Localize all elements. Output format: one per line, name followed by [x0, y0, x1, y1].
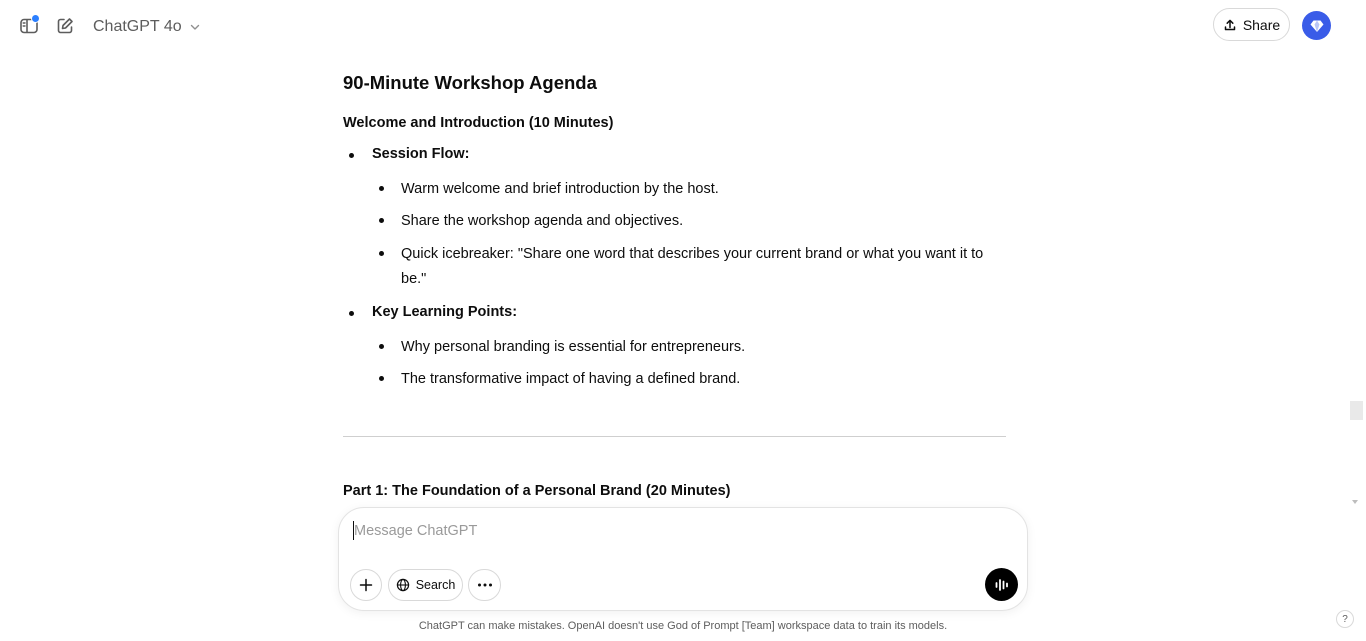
help-button[interactable]: ?: [1336, 610, 1354, 628]
divider: [343, 436, 1006, 437]
scrollbar-thumb[interactable]: [1350, 401, 1363, 420]
list-item: [401, 209, 1001, 234]
list-item: [372, 304, 517, 320]
bullet-dot: [379, 344, 384, 349]
bullet-dot: [349, 311, 354, 316]
bullet-dot: [379, 218, 384, 223]
list-item: [372, 146, 470, 162]
section-heading: Part 1: The Foundation of a Personal Brand (20 Minutes): [343, 483, 731, 499]
bullet-dot: [379, 376, 384, 381]
plus-icon: [359, 578, 373, 592]
avatar[interactable]: [1302, 11, 1331, 40]
waveform-icon: [993, 576, 1011, 594]
diamond-icon: [1309, 18, 1325, 34]
list-item-label: Session Flow:: [372, 146, 470, 162]
message-input[interactable]: [354, 520, 954, 542]
voice-mode-button[interactable]: [985, 568, 1018, 601]
bullet-dot: [349, 153, 354, 158]
list-item: [401, 335, 1001, 360]
search-label: Search: [415, 578, 456, 592]
search-button[interactable]: [388, 569, 463, 601]
list-item-text: Share the workshop agenda and objectives.: [401, 213, 684, 229]
chevron-down-icon: [189, 21, 201, 33]
message-composer: [338, 507, 1028, 611]
globe-icon: [396, 578, 410, 592]
list-item: [401, 367, 1001, 392]
list-item: [401, 242, 991, 292]
list-item-label: Key Learning Points:: [372, 304, 518, 320]
new-chat-button[interactable]: [53, 14, 77, 38]
model-selector[interactable]: [93, 15, 201, 39]
attach-button[interactable]: [350, 569, 382, 601]
sidebar-toggle-button[interactable]: [17, 14, 41, 38]
notification-dot: [31, 14, 40, 23]
list-item: [401, 177, 1001, 202]
list-item-text: Why personal branding is essential for entrepreneurs.: [401, 339, 746, 355]
disclaimer-text: ChatGPT can make mistakes. OpenAI doesn't use God of Prompt [Team] workspace data to train its models.: [418, 620, 948, 632]
ellipsis-icon: [477, 583, 493, 587]
share-button[interactable]: [1213, 8, 1290, 41]
sidebar-icon: [19, 16, 39, 36]
list-item-text: The transformative impact of having a defined brand.: [401, 371, 741, 387]
list-item-text: Quick icebreaker: "Share one word that describes your current brand or what you want it to be.": [401, 246, 984, 287]
list-item-text: Warm welcome and brief introduction by the host.: [401, 181, 719, 197]
section-heading: Welcome and Introduction (10 Minutes): [343, 115, 614, 131]
bullet-dot: [379, 186, 384, 191]
agenda-title: 90-Minute Workshop Agenda: [343, 72, 597, 93]
share-label: Share: [1242, 16, 1281, 33]
top-bar: [0, 0, 1366, 52]
edit-icon: [55, 16, 75, 36]
bullet-dot: [379, 251, 384, 256]
upload-icon: [1223, 18, 1237, 32]
scroll-down-arrow[interactable]: [1352, 500, 1358, 504]
model-name: ChatGPT 4o: [93, 18, 182, 35]
more-tools-button[interactable]: [468, 569, 501, 601]
